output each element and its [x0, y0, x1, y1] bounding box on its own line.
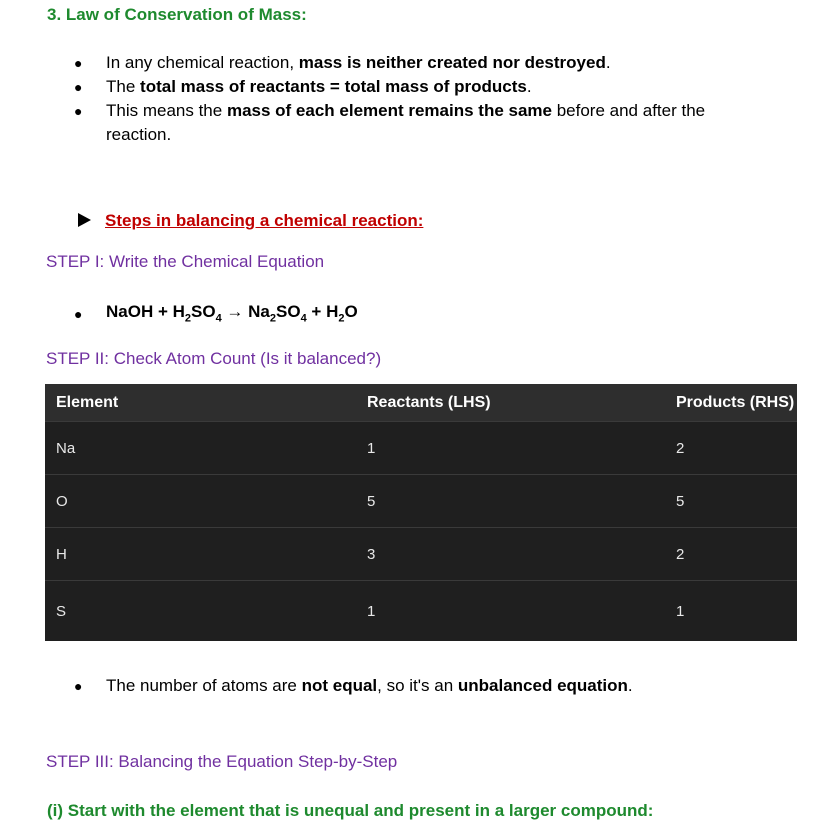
- steps-heading: [78, 211, 423, 231]
- bullet-2-pre: The: [106, 77, 141, 96]
- cell-reactants: 1: [356, 422, 665, 475]
- bullet-3-bold: mass of each element remains the same: [226, 101, 552, 120]
- header-reactants: Reactants (LHS): [356, 384, 665, 422]
- header-products: Products (RHS): [665, 384, 797, 422]
- bullet-dot: ●: [74, 79, 83, 95]
- steps-heading-link[interactable]: Steps in balancing a chemical reaction:: [105, 211, 424, 230]
- step-2-title: STEP II: Check Atom Count (Is it balanced?): [46, 349, 382, 368]
- chemical-equation: NaOH + $H_2SO_4 \to Na_2SO_4 + H_2O$: [106, 302, 358, 325]
- cell-reactants: 5: [356, 475, 665, 528]
- cell-reactants: 1: [367, 602, 376, 620]
- table-row: [45, 528, 797, 581]
- bullet-2-post: .: [526, 77, 532, 96]
- cell-products: 1: [676, 602, 685, 620]
- conclusion: The number of atoms are not equal, so it's an unbalanced equation.: [106, 676, 633, 695]
- table-row: [45, 581, 797, 642]
- bullet-dot: ●: [74, 678, 83, 694]
- step-1-title: STEP I: Write the Chemical Equation: [46, 252, 325, 271]
- cell-element: O: [45, 475, 356, 528]
- header-element: Element: [45, 384, 356, 422]
- bullet-dot: ●: [74, 55, 83, 71]
- table-row: [45, 475, 797, 528]
- atom-count-table: [45, 384, 797, 641]
- bullet-1-post: .: [605, 53, 611, 72]
- arrowhead-icon: [78, 213, 91, 227]
- cell-products: 2: [665, 528, 797, 581]
- cell-element: S: [56, 602, 67, 620]
- law-bullet-3: [106, 99, 705, 123]
- cell-products: 5: [665, 475, 797, 528]
- cell-reactants: 3: [356, 528, 665, 581]
- bullet-dot: ●: [74, 306, 83, 322]
- bullet-2-bold: total mass of reactants = total mass of products: [140, 77, 527, 96]
- cell-element: H: [45, 528, 356, 581]
- step-3-title: STEP III: Balancing the Equation Step-by-Step: [46, 752, 398, 771]
- law-bullet-1: [106, 51, 611, 75]
- table-row: [45, 422, 797, 475]
- cell-element: Na: [45, 422, 356, 475]
- bullet-1-pre: In any chemical reaction,: [106, 53, 299, 72]
- law-bullet-2: [106, 75, 532, 99]
- substep-i: (i) Start with the element that is unequal and present in a larger compound:: [47, 801, 654, 820]
- bullet-dot: ●: [74, 103, 83, 119]
- section-title: 3. Law of Conservation of Mass:: [47, 5, 307, 24]
- cell-products: 2: [665, 422, 797, 475]
- table-header-row: [45, 384, 797, 422]
- bullet-1-bold: mass is neither created nor destroyed: [298, 53, 606, 72]
- law-bullet-3-line2: reaction.: [106, 125, 172, 144]
- bullet-3-pre: This means the: [106, 101, 227, 120]
- bullet-3-post: before and after the: [552, 101, 706, 120]
